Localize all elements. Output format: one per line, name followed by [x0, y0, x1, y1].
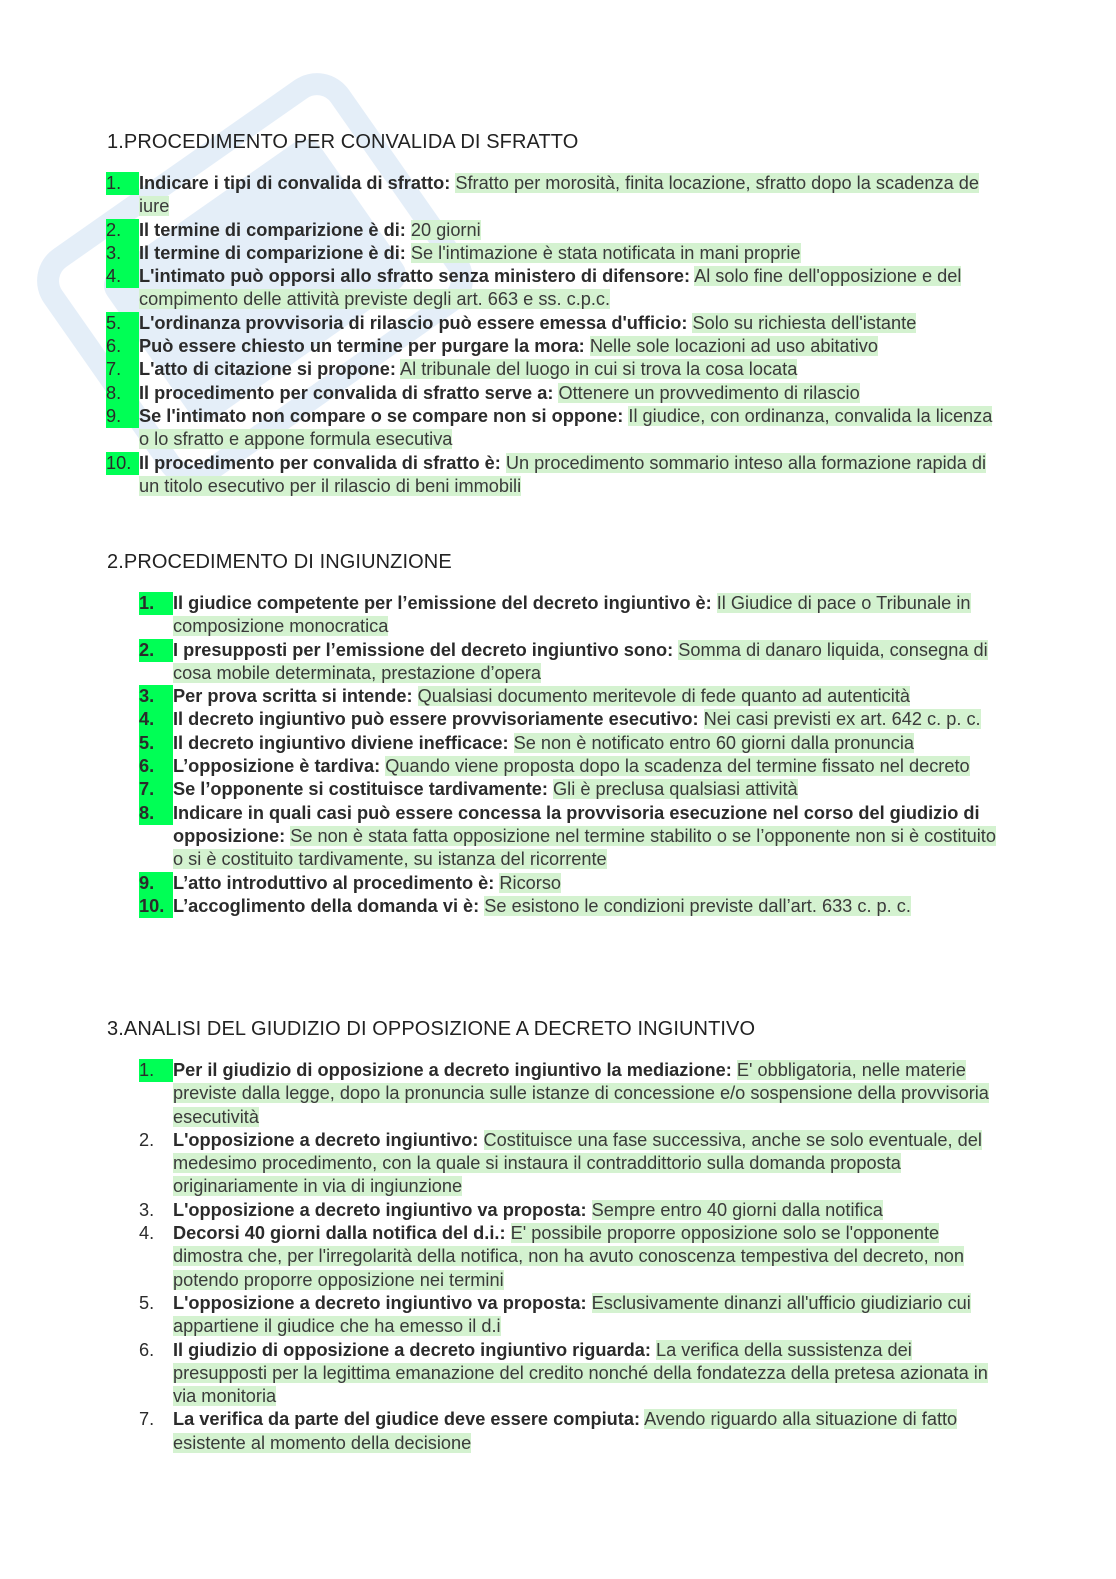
- question-text: Il procedimento per convalida di sfratto serve a:: [139, 382, 554, 403]
- item-number: 9.: [139, 872, 173, 895]
- question-text: L’accoglimento della domanda vi è:: [173, 895, 480, 916]
- item-number: 7.: [106, 358, 139, 381]
- question-text: Il procedimento per convalida di sfratto è:: [139, 452, 501, 473]
- answer-text: 20 giorni: [410, 219, 481, 240]
- answer-text: La verifica della sussistenza dei presupposti per la legittima emanazione del credito nonché della fondatezza della pretesa azionata in via monitoria: [173, 1339, 988, 1407]
- item-number: 5.: [106, 312, 139, 335]
- list-item: [139, 778, 1006, 801]
- list-item: [106, 312, 1006, 335]
- question-text: Indicare in quali casi può essere concessa la provvisoria esecuzione nel corso del giudizio di opposizione:: [173, 802, 980, 846]
- item-number: 5.: [139, 1292, 155, 1313]
- item-number: 7.: [139, 778, 173, 801]
- list-item: [139, 592, 1006, 639]
- answer-text: Se l'intimazione è stata notificata in mani proprie: [410, 242, 801, 263]
- question-text: L'ordinanza provvisoria di rilascio può essere emessa d'ufficio:: [139, 312, 688, 333]
- item-number: 1.: [139, 1059, 173, 1082]
- list-item: [139, 802, 1006, 872]
- item-number: 8.: [106, 382, 139, 405]
- answer-text: Costituisce una fase successiva, anche se solo eventuale, del medesimo procedimento, con la quale si instaura il contraddittorio sulla domanda proposta originariamente in via di ingiunzione: [173, 1129, 982, 1197]
- question-text: Per il giudizio di opposizione a decreto ingiuntivo la mediazione:: [173, 1060, 732, 1080]
- question-text: L'atto di citazione si propone:: [139, 359, 396, 380]
- list-item: [139, 1339, 1006, 1409]
- section-title-sfratto: 1.PROCEDIMENTO PER CONVALIDA DI SFRATTO: [107, 131, 579, 153]
- answer-text: Sempre entro 40 giorni dalla notifica: [591, 1199, 883, 1220]
- question-text: Il giudizio di opposizione a decreto ingiuntivo riguarda:: [173, 1339, 651, 1360]
- list-item: [139, 872, 1006, 895]
- question-text: L'opposizione a decreto ingiuntivo:: [173, 1129, 479, 1150]
- list-item: [139, 732, 1006, 755]
- item-number: 6.: [139, 1339, 155, 1360]
- answer-text: Nelle sole locazioni ad uso abitativo: [589, 336, 878, 357]
- question-list-ingiunzione: [139, 592, 1006, 918]
- list-item: [106, 219, 1006, 242]
- question-text: Il termine di comparizione è di:: [139, 219, 406, 240]
- list-item: [106, 335, 1006, 358]
- list-item: [139, 755, 1006, 778]
- list-item: [139, 1199, 1006, 1222]
- question-text: Il giudice competente per l’emissione del decreto ingiuntivo è:: [173, 593, 712, 613]
- item-number: 4.: [139, 708, 173, 731]
- list-item: [139, 1059, 1006, 1129]
- item-number: 2.: [106, 219, 139, 242]
- question-text: I presupposti per l’emissione del decreto ingiuntivo sono:: [173, 639, 674, 660]
- answer-text: Un procedimento sommario inteso alla formazione rapida di un titolo esecutivo per il rilascio di beni immobili: [139, 452, 987, 496]
- answer-text: Il Giudice di pace o Tribunale in composizione monocratica: [173, 593, 971, 637]
- section-title-ingiunzione: 2.PROCEDIMENTO DI INGIUNZIONE: [107, 551, 452, 573]
- list-item: [139, 685, 1006, 708]
- question-text: L'opposizione a decreto ingiuntivo va proposta:: [173, 1199, 587, 1220]
- answer-text: Se non è notificato entro 60 giorni dalla pronuncia: [513, 732, 914, 753]
- question-text: L'intimato può opporsi allo sfratto senza ministero di difensore:: [139, 266, 691, 287]
- item-number: 7.: [139, 1409, 155, 1430]
- answer-text: Il giudice, con ordinanza, convalida la licenza o lo sfratto e appone formula esecutiva: [139, 405, 993, 450]
- item-number: 10.: [106, 452, 139, 475]
- list-item: [106, 172, 1006, 219]
- list-item: [106, 242, 1006, 265]
- list-item: [139, 639, 1006, 686]
- answer-text: Qualsiasi documento meritevole di fede quanto ad autenticità: [417, 686, 910, 707]
- list-item: [106, 265, 1006, 312]
- list-item: [139, 1129, 1006, 1199]
- question-text: Il decreto ingiuntivo può essere provvisoriamente esecutivo:: [173, 709, 699, 730]
- answer-text: Ottenere un provvedimento di rilascio: [558, 382, 860, 403]
- section-title-opposizione: 3.ANALISI DEL GIUDIZIO DI OPPOSIZIONE A DECRETO INGIUNTIVO: [107, 1018, 756, 1040]
- list-item: [106, 358, 1006, 381]
- answer-text: Se esistono le condizioni previste dall’art. 633 c. p. c.: [484, 895, 911, 916]
- question-list-opposizione: [139, 1059, 1006, 1455]
- item-number: 3.: [139, 1199, 155, 1220]
- question-text: Se l’opponente si costituisce tardivamente:: [173, 779, 548, 800]
- item-number: 6.: [139, 755, 173, 778]
- list-item: [139, 1222, 1006, 1292]
- item-number: 3.: [139, 685, 173, 708]
- answer-text: Nei casi previsti ex art. 642 c. p. c.: [703, 709, 981, 730]
- answer-text: Gli è preclusa qualsiasi attività: [553, 779, 798, 800]
- list-item: [139, 1408, 1006, 1455]
- item-number: 10.: [139, 895, 173, 918]
- list-item: [106, 452, 1006, 499]
- answer-text: Al solo fine dell'opposizione e del compimento delle attività previste degli art. 663 e ss. c.p.c.: [139, 266, 962, 310]
- question-text: Può essere chiesto un termine per purgare la mora:: [139, 336, 585, 357]
- list-item: [139, 708, 1006, 731]
- question-text: Decorsi 40 giorni dalla notifica del d.i.:: [173, 1223, 506, 1244]
- question-text: Indicare i tipi di convalida di sfratto:: [139, 173, 451, 193]
- item-number: 3.: [106, 242, 139, 265]
- answer-text: Sfratto per morosità, finita locazione, sfratto dopo la scadenza de iure: [139, 173, 980, 217]
- answer-text: Avendo riguardo alla situazione di fatto esistente al momento della decisione: [173, 1409, 958, 1453]
- item-number: 6.: [106, 335, 139, 358]
- item-number: 1.: [139, 592, 173, 615]
- item-number: 4.: [139, 1223, 155, 1244]
- answer-text: E' obbligatoria, nelle materie previste dalla legge, dopo la pronuncia sulle istanze di concessione e/o sospensione della provvisoria esecutività: [173, 1060, 989, 1127]
- answer-text: Quando viene proposta dopo la scadenza del termine fissato nel decreto: [385, 756, 970, 777]
- item-number: 9.: [106, 405, 139, 428]
- item-number: 2.: [139, 639, 173, 662]
- answer-text: Se non è stata fatta opposizione nel termine stabilito o se l’opponente non si è costituito o si è costituito tardivamente, su istanza del ricorrente: [173, 825, 996, 870]
- question-text: L’opposizione è tardiva:: [173, 756, 381, 777]
- question-text: Se l'intimato non compare o se compare non si oppone:: [139, 405, 624, 426]
- answer-text: E' possibile proporre opposizione solo se l'opponente dimostra che, per l'irregolarità della notifica, non ha avuto conoscenza tempestiva del decreto, non potendo proporre opposizione nei termini: [173, 1223, 965, 1290]
- list-item: [106, 405, 1006, 452]
- question-text: L’atto introduttivo al procedimento è:: [173, 872, 495, 893]
- question-text: Il termine di comparizione è di:: [139, 242, 406, 263]
- question-text: L'opposizione a decreto ingiuntivo va proposta:: [173, 1292, 587, 1313]
- question-text: Il decreto ingiuntivo diviene inefficace:: [173, 732, 509, 753]
- item-number: 5.: [139, 732, 173, 755]
- question-text: Per prova scritta si intende:: [173, 686, 413, 707]
- list-item: [106, 382, 1006, 405]
- list-item: [139, 1292, 1006, 1339]
- answer-text: Ricorso: [499, 872, 562, 893]
- question-text: La verifica da parte del giudice deve essere compiuta:: [173, 1409, 640, 1430]
- answer-text: Solo su richiesta dell'istante: [692, 312, 917, 333]
- answer-text: Somma di danaro liquida, consegna di cosa mobile determinata, prestazione d’opera: [173, 639, 988, 683]
- answer-text: Esclusivamente dinanzi all'ufficio giudiziario cui appartiene il giudice che ha emesso il d.i: [173, 1292, 971, 1337]
- item-number: 2.: [139, 1129, 155, 1150]
- item-number: 8.: [139, 802, 173, 825]
- item-number: 1.: [106, 172, 139, 195]
- answer-text: Al tribunale del luogo in cui si trova la cosa locata: [400, 359, 798, 380]
- item-number: 4.: [106, 265, 139, 288]
- question-list-sfratto: [106, 172, 1006, 498]
- list-item: [139, 895, 1006, 918]
